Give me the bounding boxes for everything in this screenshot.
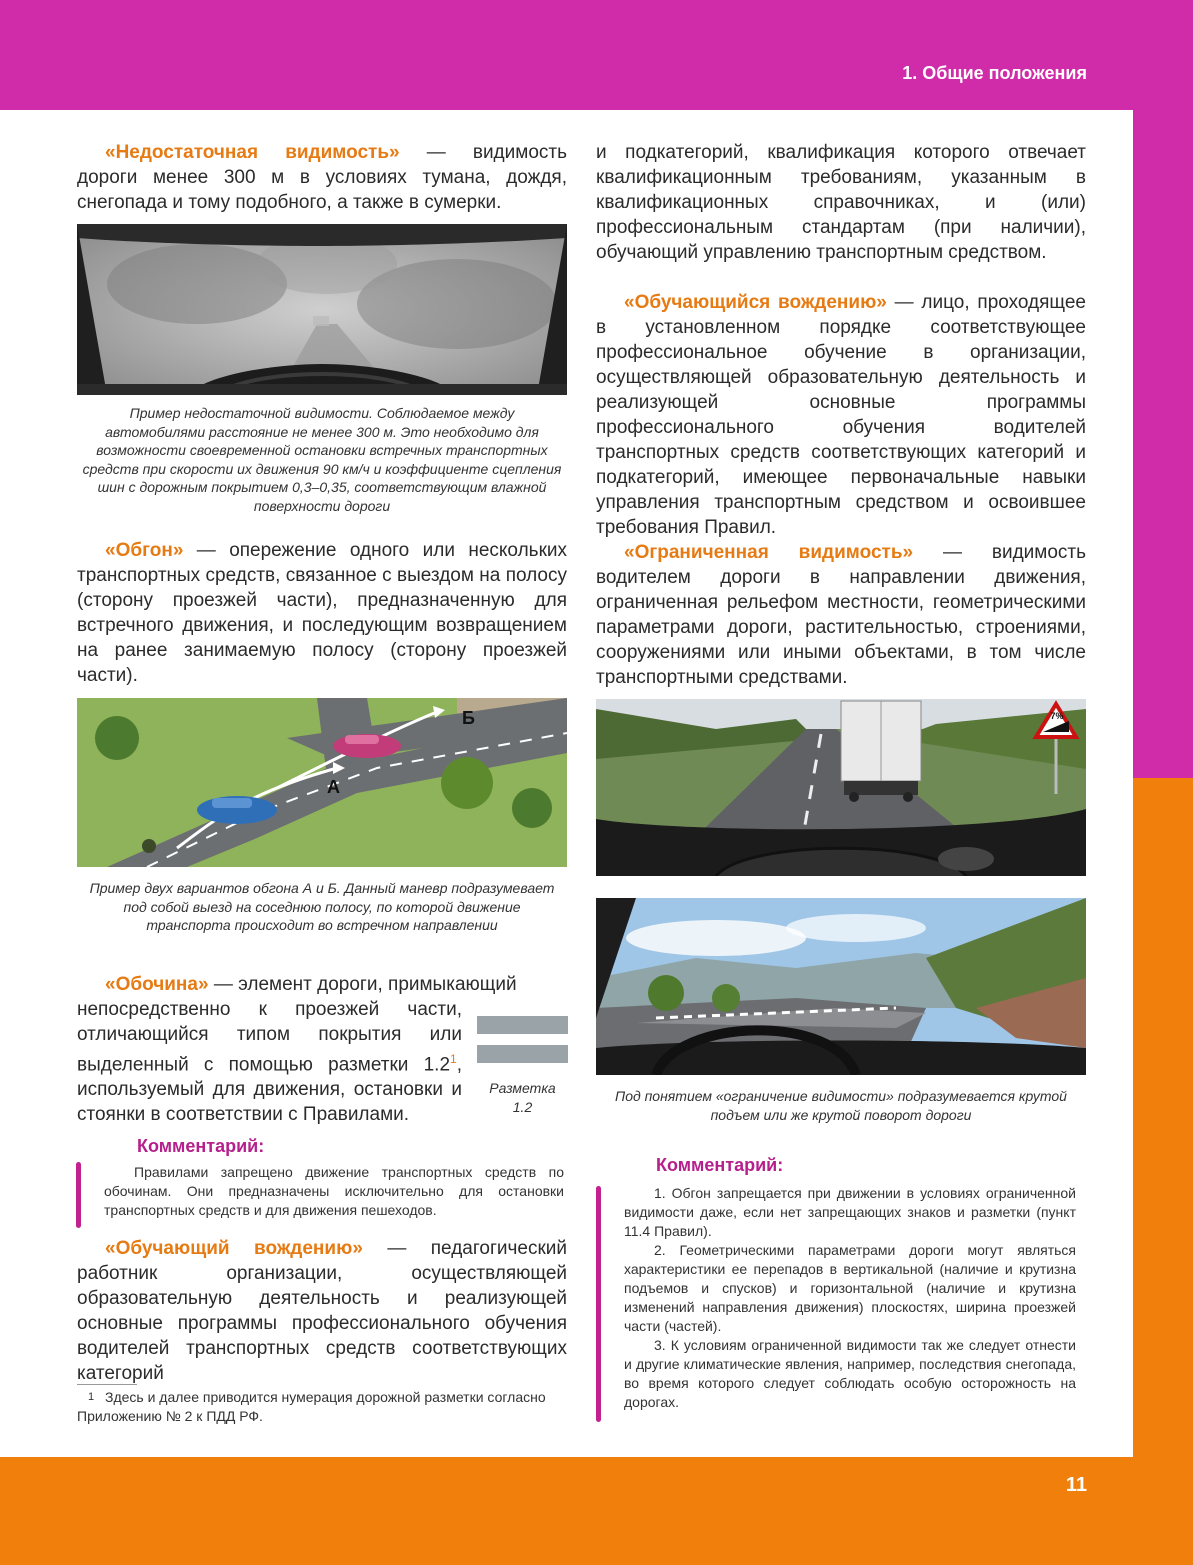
comment-item-3: 3. К условиям ограниченной видимости так же следует отнести и другие климатические явления, например, последствия снегопада, во время которого следует соблюдать особую осторожность на дорогах.	[624, 1337, 1076, 1410]
side-band-orange	[1133, 778, 1193, 1565]
caption-overtaking: Пример двух вариантов обгона А и Б. Данный маневр подразумевает под собой выезд на соседнюю полосу, по которой движение транспорта происходит во встречном направлении	[89, 880, 555, 933]
comment-bar-right	[596, 1186, 601, 1422]
comment-title-left: Комментарий:	[137, 1136, 265, 1156]
comment-left	[137, 1136, 567, 1157]
comment-body-right	[624, 1184, 1076, 1412]
term-driving-instructor: «Обучающий вождению»	[105, 1238, 363, 1259]
steep-grade-sign-text: 7%	[1050, 711, 1064, 721]
definition-driving-student: «Обучающийся вождению» — лицо, проходящее в установленном порядке соответствующее профессиональное обучение в организации, осуществляющей образовательную деятельность и реализующей основные программы профессионального обучения водителей транспортных средств соответствующих категорий и подкатегорий, имеющее первоначальные навыки управления транспортным средством и освоившее требования Правил.	[596, 292, 1086, 538]
section-title: 1. Общие положения	[902, 63, 1087, 83]
definition-shoulder: «Обочина» — элемент дороги, примыкающий	[105, 974, 517, 995]
term-limited-visibility: «Ограниченная видимость»	[624, 542, 914, 563]
header-band	[0, 0, 1193, 110]
overtake-label-b: Б	[462, 708, 475, 728]
caption-limited-visibility: Под понятием «ограничение видимости» подразумевается крутой подъем или же крутой поворот дороги	[615, 1088, 1067, 1123]
definition-driving-instructor: «Обучающий вождению» — педагогический работник организации, осуществляющей образовательную деятельность и реализующей основные программы профессионального обучения водителей транспортных средств соответствующих категорий	[77, 1238, 567, 1384]
truck-ahead-photo	[596, 699, 1086, 876]
comment-item-1: 1. Обгон запрещается при движении в условиях ограниченной видимости даже, если нет запрещающих знаков и разметки (пункт 11.4 Правил).	[624, 1185, 1076, 1239]
definition-insufficient-visibility: «Недостаточная видимость» — видимость дороги менее 300 м в условиях тумана, дождя, снегопада и тому подобного, а также в сумерки.	[77, 142, 567, 213]
footer-band	[0, 1457, 1193, 1565]
fog-windshield-photo	[77, 224, 567, 395]
comment-right	[656, 1155, 1086, 1176]
term-driving-student: «Обучающийся вождению»	[624, 292, 887, 313]
marking-caption: Разметка 1.2	[489, 1080, 556, 1115]
comment-item-2: 2. Геометрическими параметрами дороги могут являться характеристики ее перепадов в вертикальной (наличие и крутизна подъемов и спусков) и горизонтальной (наличие и крутизна изменений направления движения) плоскостях, ширина проезжей части (частей).	[624, 1242, 1076, 1334]
definition-overtaking: «Обгон» — опережение одного или нескольких транспортных средств, связанное с выездом на полосу (сторону проезжей части), предназначенную для встречного движения, и последующим возвращением на ранее занимаемую полосу (сторону проезжей части).	[77, 540, 567, 686]
footnote-ref: 1	[450, 1052, 457, 1066]
comment-body-left: Правилами запрещено движение транспортных средств по обочинам. Они предназначены исключительно для остановки транспортных средств и для движения пешеходов.	[104, 1164, 564, 1218]
term-shoulder: «Обочина»	[105, 974, 209, 995]
term-overtaking: «Обгон»	[105, 540, 184, 561]
page-number: 11	[1065, 1474, 1087, 1496]
comment-title-right: Комментарий:	[656, 1155, 784, 1175]
comment-bar-left	[76, 1162, 81, 1228]
term-insufficient-visibility: «Недостаточная видимость»	[105, 142, 400, 163]
definition-shoulder-continued: непосредственно к проезжей части, отличающийся типом покрытия или выделенный с помощью разметки $1.2^1$, используемый для движения, остановки и стоянки в соответствии с Правилами.	[77, 999, 462, 1126]
caption-insufficient-visibility: Пример недостаточной видимости. Соблюдаемое между автомобилями расстояние не менее 300 м. Это необходимо для возможности своевременной остановки встречных транспортных средств при скорости их движения 90 км/ч и коэффициенте сцепления шин с дорожным покрытием 0,3–0,35, соответствующим влажной поверхности дороги	[82, 405, 562, 514]
overtake-label-a: А	[327, 777, 340, 797]
footnote: 1 Здесь и далее приводится нумерация дорожной разметки согласно Приложению № 2 к ПДД РФ.	[77, 1389, 546, 1424]
side-band-magenta	[1133, 0, 1193, 778]
definition-instructor-continued: и подкатегорий, квалификация которого отвечает квалификационным требованиям, указанным в квалификационных справочниках, и (или) профессиональным стандартам (при наличии), обучающий управлению транспортным средством.	[596, 142, 1086, 263]
marking-1-2-sample	[477, 1016, 568, 1066]
curve-road-photo	[596, 898, 1086, 1075]
overtaking-diagram	[77, 698, 567, 867]
definition-limited-visibility: «Ограниченная видимость» — видимость водителем дороги в направлении движения, ограниченная рельефом местности, геометрическими параметрами дороги, растительностью, строениями, сооружениями или иными объектами, в том числе транспортными средствами.	[596, 542, 1087, 688]
footnote-mark: 1	[87, 1391, 95, 1403]
footnote-rule	[77, 1384, 137, 1385]
